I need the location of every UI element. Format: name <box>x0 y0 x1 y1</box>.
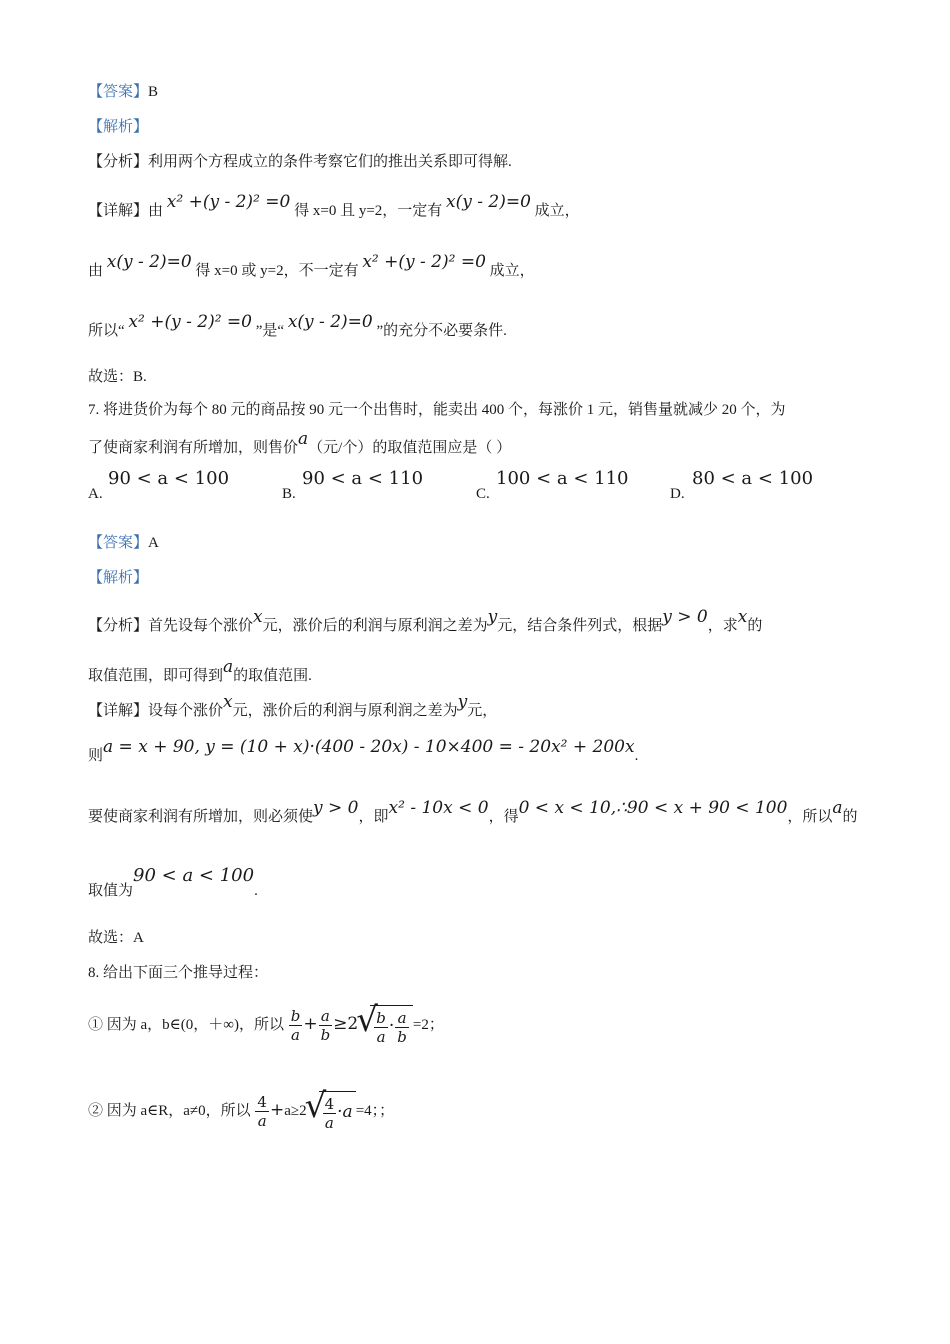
text: =4；； <box>355 1103 395 1119</box>
math-var: a <box>298 429 309 449</box>
q7-detail-line-3 <box>88 798 858 827</box>
q8-item-2 <box>88 1090 394 1133</box>
text: 元，涨价后的利润与原利润之差为 <box>262 618 488 634</box>
numerator: √ b <box>376 1008 386 1027</box>
q6-detail-line-2 <box>88 252 535 281</box>
text: ，即 <box>358 809 389 825</box>
question-stem: 8. 给出下面三个推导过程： <box>88 965 269 981</box>
text: 元， <box>467 703 498 719</box>
text: ，求 <box>707 618 738 634</box>
text: ，得 <box>488 809 519 825</box>
q7-detail-line-1 <box>88 692 498 721</box>
ge-sign: ≥2 <box>333 1014 359 1034</box>
numerator: √ 4 <box>324 1094 335 1113</box>
fenxi-tag: 【分析】 <box>88 154 149 170</box>
numerator: a <box>319 1007 333 1026</box>
answer-value: B <box>148 84 159 100</box>
q7-fenxi-line-1 <box>88 607 763 636</box>
choose-text: 故选：B. <box>88 369 147 385</box>
math-expr: x² +(y - 2)² =0 <box>166 192 291 212</box>
text: ”是“ <box>255 323 285 339</box>
denominator: b <box>320 1026 331 1045</box>
math-var: x <box>223 692 233 712</box>
q6-analysis-line <box>88 117 148 137</box>
square-root <box>319 1091 356 1133</box>
q7-stem-line-2 <box>88 429 512 458</box>
text: 的取值范围. <box>233 668 312 684</box>
option-a-label: A. <box>88 486 103 502</box>
numerator: 4 <box>257 1093 267 1112</box>
fraction <box>374 1009 388 1046</box>
dot-sign: · <box>388 1015 395 1036</box>
math-var: a <box>832 798 843 818</box>
q8-item-1 <box>88 1004 444 1047</box>
text: 成立， <box>534 203 580 219</box>
math-expr: a = x + 90, y = (10 + x)·(400 - 20x) - 10×400 = - 20x² + 200x <box>103 737 635 757</box>
q7-detail-line-2 <box>88 737 639 766</box>
q7-detail-line-4 <box>88 865 258 901</box>
denominator: a <box>291 1026 300 1045</box>
q7-fenxi-line-2 <box>88 657 312 686</box>
text: 则 <box>88 748 104 764</box>
q6-detail-line-3 <box>88 312 507 341</box>
plus-sign: + <box>303 1014 318 1034</box>
text: ① 因为 a，b∈(0，＋∞)，所以 <box>88 1017 284 1033</box>
denominator: a <box>324 1113 334 1132</box>
q7-analysis-line <box>88 568 148 588</box>
text: =2； <box>412 1017 444 1033</box>
text: ”的充分不必要条件. <box>376 323 507 339</box>
text: a≥2 <box>284 1103 307 1119</box>
math-var: x <box>737 607 748 627</box>
option-b-expr: 90 < a < 110 <box>302 468 424 489</box>
option-d-expr: 80 < a < 100 <box>692 468 814 489</box>
math-expr: x² +(y - 2)² =0 <box>362 252 486 272</box>
math-expr: x² +(y - 2)² =0 <box>128 312 252 332</box>
text: （元/个）的取值范围应是（ ） <box>308 440 512 456</box>
math-expr: 90 < a < 100 <box>133 865 255 886</box>
detail-tag: 【详解】 <box>88 703 149 719</box>
numerator: b <box>290 1007 301 1026</box>
text: 得 x=0 或 y=2，不一定有 <box>195 263 359 279</box>
option-c-expr: 100 < a < 110 <box>496 468 629 489</box>
math-expr: y > 0 <box>313 798 359 818</box>
text: 要使商家利润有所增加，则必须使 <box>88 809 314 825</box>
q7-stem-line-1 <box>88 400 786 420</box>
math-var: y <box>457 692 468 712</box>
q8-stem-line <box>88 963 268 983</box>
text: 所以“ <box>88 323 125 339</box>
math-expr: x(y - 2)=0 <box>446 192 531 212</box>
answer-tag: 【答案】 <box>88 535 149 551</box>
math-expr: x(y - 2)=0 <box>287 312 373 332</box>
numerator: a <box>395 1009 409 1028</box>
fraction <box>255 1093 269 1130</box>
text: 由 <box>148 203 164 219</box>
text: 首先设每个涨价 <box>148 618 254 634</box>
math-expr: x² - 10x < 0 <box>388 798 489 818</box>
detail-tag: 【详解】 <box>88 203 149 219</box>
fraction <box>323 1095 337 1132</box>
text: 元，涨价后的利润与原利润之差为 <box>232 703 458 719</box>
text: . <box>254 883 258 899</box>
square-root <box>370 1005 413 1047</box>
text: ，所以 <box>787 809 833 825</box>
math-expr: x(y - 2)=0 <box>106 252 192 272</box>
fraction <box>289 1007 303 1044</box>
text: . <box>634 748 639 764</box>
text: 取值范围，即可得到 <box>88 668 224 684</box>
text: 的 <box>747 618 763 634</box>
q6-choose-line <box>88 367 147 387</box>
answer-tag: 【答案】 <box>88 84 149 100</box>
text: 了使商家利润有所增加，则售价 <box>88 440 299 456</box>
q6-detail-line-1 <box>88 192 580 221</box>
analysis-tag: 【解析】 <box>88 570 149 586</box>
analysis-tag: 【解析】 <box>88 119 149 135</box>
q6-answer-line <box>88 82 158 102</box>
q7-answer-line <box>88 533 159 553</box>
question-stem: 7. 将进货价为每个 80 元的商品按 90 元一个出售时，能卖出 400 个，每涨价 1 元，销售量就减少 20 个，为 <box>88 402 786 418</box>
denominator: a <box>376 1027 386 1046</box>
text: 由 <box>88 263 104 279</box>
math-var: x <box>253 607 263 627</box>
choose-text: 故选：A <box>88 930 144 946</box>
answer-value: A <box>148 535 159 551</box>
option-b-label: B. <box>282 486 296 502</box>
text: 设每个涨价 <box>148 703 224 719</box>
fraction <box>319 1007 333 1044</box>
math-expr: ·a <box>337 1101 353 1122</box>
text: 的 <box>842 809 858 825</box>
text: 成立， <box>489 263 535 279</box>
denominator: b <box>397 1027 407 1046</box>
text: 取值为 <box>88 883 134 899</box>
math-var: y <box>487 607 498 627</box>
option-a-expr: 90 < a < 100 <box>108 468 230 489</box>
math-expr: y > 0 <box>662 607 708 627</box>
text: 元，结合条件列式，根据 <box>497 618 663 634</box>
fenxi-text: 利用两个方程成立的条件考察它们的推出关系即可得解. <box>148 154 512 170</box>
fraction <box>395 1009 409 1046</box>
math-expr: 0 < x < 10,∴90 < x + 90 < 100 <box>518 798 788 818</box>
denominator: a <box>257 1112 267 1131</box>
option-c-label: C. <box>476 486 490 502</box>
math-var: a <box>223 657 234 677</box>
text: ② 因为 a∈R，a≠0，所以 <box>88 1103 251 1119</box>
fenxi-tag: 【分析】 <box>88 618 149 634</box>
q6-fenxi-line <box>88 152 512 172</box>
text: 得 x=0 且 y=2，一定有 <box>294 203 443 219</box>
plus-sign: + <box>269 1100 285 1120</box>
q7-choose-line <box>88 928 144 948</box>
option-d-label: D. <box>670 486 685 502</box>
